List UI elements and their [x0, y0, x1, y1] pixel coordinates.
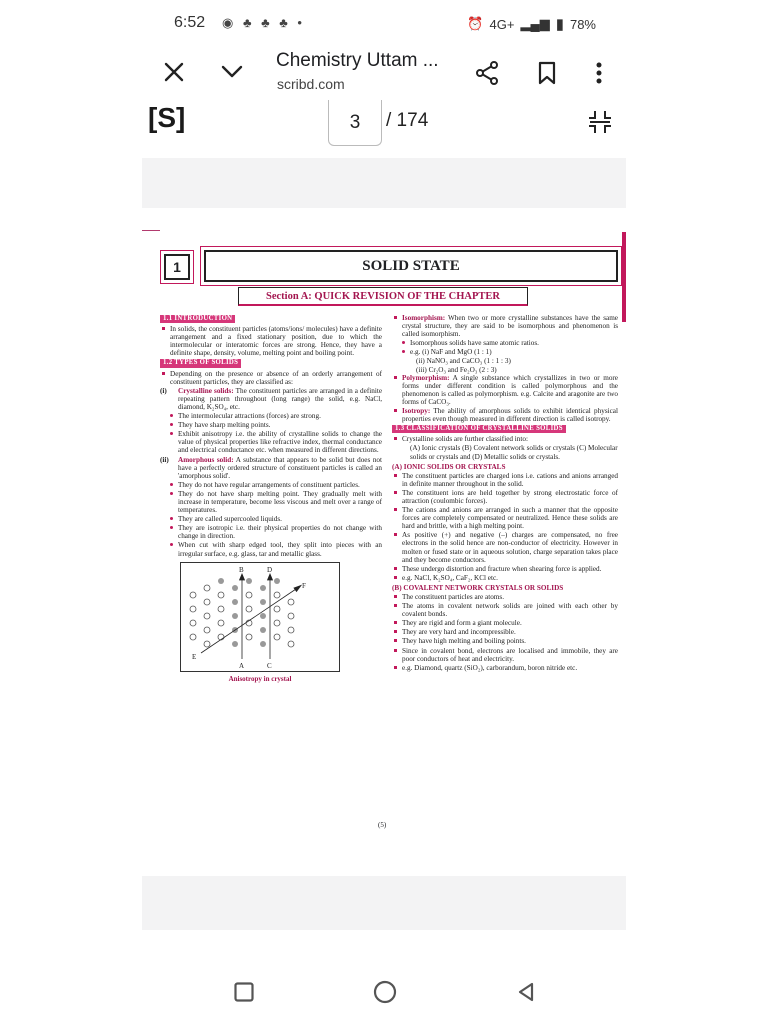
section-title: Section A: QUICK REVISION OF THE CHAPTER: [238, 287, 528, 306]
amorphous-bullet-2: They do not have sharp melting point. They gradually melt with increase in temperature, become less viscous and melt over a range of temperatures.: [160, 490, 382, 514]
back-icon[interactable]: [512, 978, 540, 1006]
status-time: 6:52: [174, 14, 206, 31]
crystalline-solids: [160, 387, 382, 411]
crystalline-bullet-3: Exhibit anisotropy i.e. the ability of crystalline solids to change the value of physical properties like refractive index, thermal conductance and electrical conductance etc. when measured in different directions.: [160, 430, 382, 454]
anisotropy-figure: [180, 562, 340, 672]
alarm-icon: ⏰: [467, 16, 484, 31]
isotropy-head: Isotropy:: [402, 407, 431, 416]
page-gap-bottom: [142, 876, 626, 930]
page-top-rule: [142, 230, 160, 231]
printed-page-number: (5): [378, 821, 387, 829]
covalent-bullet-1: The constituent particles are atoms.: [392, 593, 618, 601]
ionic-bullet-4: As positive (+) and negative (–) charges are compensated, no free electrons in the solid hence are non-conductor of electricity. However in molten or fused state or in aqueous solution, charge separation takes place and they become conductors.: [392, 531, 618, 563]
crystalline-head: Crystalline solids:: [178, 386, 234, 395]
right-column: [392, 314, 618, 673]
battery-level: 78%: [569, 16, 596, 32]
covalent-bullet-4: They are very hard and incompressible.: [392, 628, 618, 636]
isotropy-text: The ability of amorphous solids to exhibit identical physical properties even though measured in different direction is called isotropy.: [402, 407, 618, 424]
ionic-bullet-1: The constituent particles are charged ions i.e. cations and anions arranged in definite manner throughout in the solid.: [392, 472, 618, 488]
ionic-solids-heading: (A) IONIC SOLIDS OR CRYSTALS: [392, 462, 506, 471]
page-edge-bar: [622, 232, 626, 322]
chapter-number: 1: [164, 254, 190, 280]
home-icon[interactable]: [371, 978, 399, 1006]
isotropy: [392, 407, 618, 423]
close-icon[interactable]: [158, 56, 190, 88]
system-nav-bar: [0, 960, 768, 1024]
amorphous-head: Amorphous solid:: [178, 455, 234, 464]
isomorphism-bullet-2: e.g. (i) NaF and MgO (1 : 1): [392, 348, 618, 356]
left-column: [160, 314, 382, 683]
types-text: Depending on the presence or absence of an orderly arrangement of constituent particles, they are classified as:: [160, 370, 382, 386]
isomorphism-head: Isomorphism:: [402, 314, 446, 322]
crystalline-bullet-2: They have sharp melting points.: [160, 421, 382, 429]
heading-introduction: 1.1 INTRODUCTION: [160, 315, 235, 323]
amorphous-bullet-1: They do not have regular arrangements of constituent particles.: [160, 481, 382, 489]
figure-label-a: A: [239, 661, 245, 670]
page-url: scribd.com: [277, 76, 345, 92]
polymorphism-text: A single substance which crystallizes in two or more forms under different condition is called polymorphous and the phenomenon is called as polymorphism. e.g. Calcite and aragonite are two forms of CaCO₃.: [402, 373, 618, 406]
classification-text: Crystalline solids are further classified into:: [392, 435, 618, 443]
ionic-bullet-6: e.g. NaCl, K₂SO₄, CaF₂, KCl etc.: [392, 574, 618, 582]
figure-label-e: E: [192, 652, 197, 661]
amorphous-text: A substance that appears to be solid but does not have a perfectly ordered structure of constituent particles is called an 'amorphous solid'.: [178, 455, 383, 480]
document-page[interactable]: [142, 214, 626, 872]
signal-icon: ▂▄▆: [520, 16, 550, 31]
intro-text: In solids, the constituent particles (atoms/ions/ molecules) have a definite arrangement and a fixed stationary position, due to which the intermolecular or interatomic forces are strong. Hence, they have a definite shape, density, volume, melting point and boiling point.: [160, 325, 382, 357]
crystalline-text: The constituent particles are arranged in a definite repeating pattern throughout (long range) the solid, e.g. NaCl, diamond, K₂SO₄, etc.: [178, 386, 383, 411]
bookmark-icon[interactable]: [530, 56, 564, 90]
fit-page-icon[interactable]: [586, 108, 614, 136]
figure-caption: Anisotropy in crystal: [228, 674, 292, 683]
recents-icon[interactable]: [230, 978, 258, 1006]
figure-label-d: D: [267, 565, 273, 574]
isomorphism-bullet-1: Isomorphous solids have same atomic ratios.: [392, 339, 618, 347]
scribd-logo[interactable]: [S]: [148, 102, 186, 133]
chapter-title: SOLID STATE: [204, 250, 618, 282]
polymorphism-head: Polymorphism:: [402, 373, 450, 382]
status-right: [467, 15, 596, 33]
covalent-solids-heading: (B) COVALENT NETWORK CRYSTALS OR SOLIDS: [392, 583, 564, 592]
amorphous-bullet-3: They are called supercooled liquids.: [160, 515, 382, 523]
amorphous-label: (ii): [160, 455, 169, 464]
network-indicator: 4G+: [489, 16, 515, 32]
more-vert-icon[interactable]: [582, 56, 616, 90]
app-bar: [0, 44, 768, 100]
heading-types: 1.2 TYPES OF SOLIDS: [160, 359, 241, 367]
covalent-bullet-7: e.g. Diamond, quartz (SiO₂), carborandum, boron nitride etc.: [392, 664, 618, 672]
share-icon[interactable]: [470, 56, 504, 90]
crystalline-bullet-1: The intermolecular attractions (forces) are strong.: [160, 412, 382, 420]
amorphous-bullet-4: They are isotropic i.e. their physical properties do not change with change in direction.: [160, 524, 382, 540]
battery-icon: ▮: [555, 16, 564, 33]
amorphous-bullet-5: When cut with sharp edged tool, they split into pieces with an irregular surface, e.g. glass, tar and metallic glass.: [160, 541, 382, 557]
ionic-bullet-2: The constituent ions are held together by strong electrostatic force of attraction (coulombic forces).: [392, 489, 618, 505]
polymorphism: [392, 374, 618, 406]
crystalline-label: (i): [160, 386, 167, 395]
isomorphism-example-2: (ii) NaNO₃ and CaCO₃ (1 : 1 : 3): [416, 357, 511, 366]
total-pages: / 174: [386, 110, 429, 131]
figure-label-f: F: [302, 581, 306, 590]
covalent-bullet-6: Since in covalent bond, electrons are localised and immobile, they are poor conductors of heat and electricity.: [392, 647, 618, 663]
ionic-bullet-5: These undergo distortion and fracture when shearing force is applied.: [392, 565, 618, 573]
isomorphism-text: When two or more crystalline substances have the same crystal structure, they are said to be isomorphous and phenomenon is called isomorphism.: [402, 314, 618, 339]
covalent-bullet-5: They have high melting and boiling points.: [392, 637, 618, 645]
ionic-bullet-3: The cations and anions are arranged in such a manner that the opposite forces are completely compensated or neutralized. Hence these solids are hard and brittle, with a high melting point.: [392, 506, 618, 530]
amorphous-solids: [160, 456, 382, 480]
notification-icons: ◉ ♣ ♣ ♣ •: [222, 15, 305, 30]
heading-classification: 1.3 CLASSIFICATION OF CRYSTALLINE SOLIDS: [392, 425, 566, 433]
figure-label-b: B: [239, 565, 244, 574]
page-gap-top: [142, 158, 626, 208]
isomorphism: [392, 314, 618, 338]
current-page-indicator[interactable]: 3: [328, 100, 382, 146]
status-bar: [0, 0, 768, 48]
covalent-bullet-3: They are rigid and form a giant molecule.: [392, 619, 618, 627]
page-title: Chemistry Uttam ...: [276, 50, 439, 71]
document-toolbar: [142, 100, 626, 148]
isomorphism-example-3: (iii) Cr₂O₃ and Fe₂O₃ (2 : 3): [416, 365, 497, 374]
covalent-bullet-2: The atoms in covalent network solids are joined with each other by covalent bonds.: [392, 602, 618, 618]
classification-list: (A) Ionic crystals (B) Covalent network solids or crystals (C) Molecular solids or crystals and (D) Metallic solids or crystals.: [410, 444, 618, 461]
figure-label-c: C: [267, 661, 272, 670]
chevron-down-icon[interactable]: [214, 56, 250, 88]
